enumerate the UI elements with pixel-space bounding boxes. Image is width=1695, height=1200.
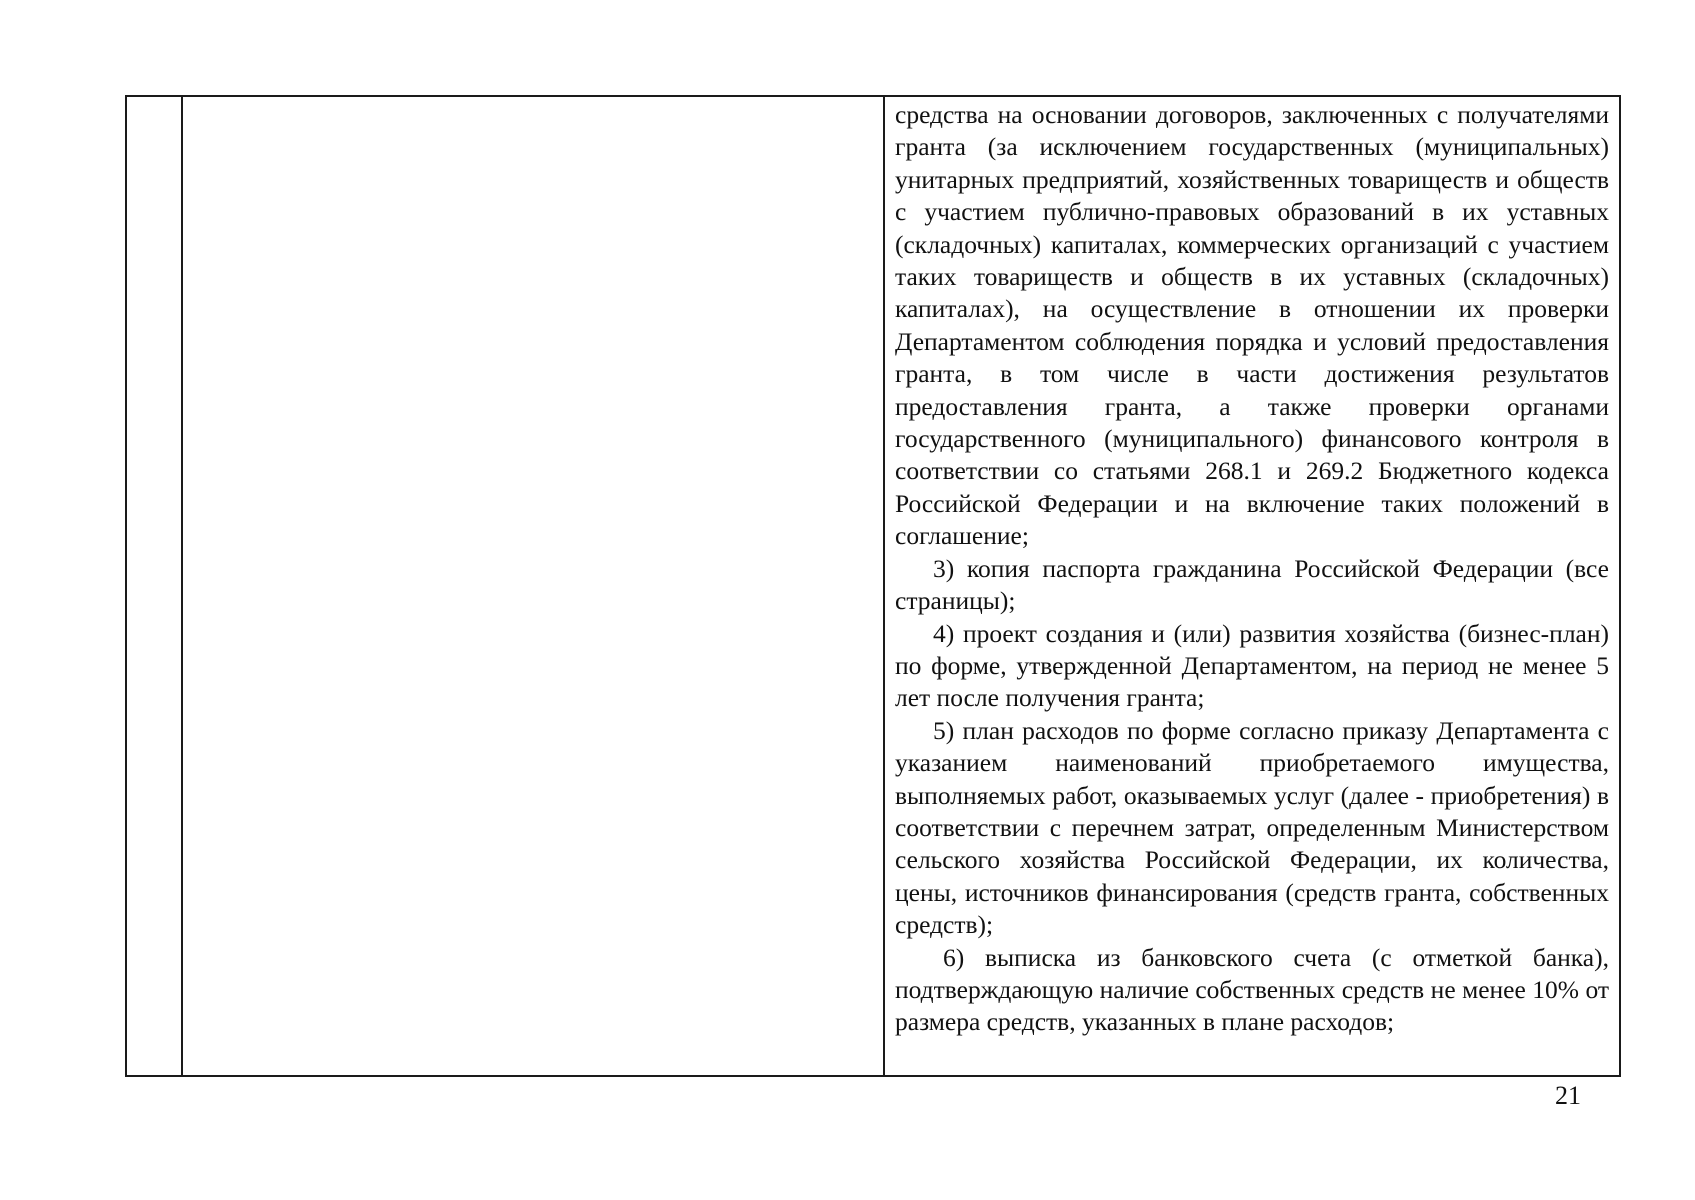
paragraph-item-5: 5) план расходов по форме согласно приказу Департамента с указанием наименований приобретаемого имущества, выполняемых работ, оказываемых услуг (далее - приобретения) в соответствии с перечнем затрат, определенным Министерством сельского хозяйства Российской Федерации, их количества, цены, источников финансирования (средств гранта, собственных средств); bbox=[895, 715, 1609, 940]
table-column-content bbox=[885, 97, 1619, 1075]
table-column-title bbox=[183, 97, 885, 1075]
paragraph-item-4: 4) проект создания и (или) развития хозяйства (бизнес-план) по форме, утвержденной Департаментом, на период не менее 5 лет после получения гранта; bbox=[895, 618, 1609, 713]
document-table bbox=[125, 95, 1621, 1077]
paragraph-continuation: средства на основании договоров, заключенных с получателями гранта (за исключением государственных (муниципальных) унитарных предприятий, хозяйственных товариществ и обществ с участием публично-правовых образований в их уставных (складочных) капиталах, коммерческих организаций с участием таких товариществ и обществ в их уставных (складочных) капиталах), на осуществление в отношении их проверки Департаментом соблюдения порядка и условий предоставления гранта, в том числе в части достижения результатов предоставления гранта, а также проверки органами государственного (муниципального) финансового контроля в соответствии со статьями 268.1 и 269.2 Бюджетного кодекса Российской Федерации и на включение таких положений в соглашение; bbox=[895, 100, 1609, 551]
table-column-number bbox=[127, 97, 183, 1075]
paragraph-item-6: 6) выписка из банковского счета (с отметкой банка), подтверждающую наличие собственных средств не менее 10% от размера средств, указанных в плане расходов; bbox=[895, 942, 1609, 1037]
page-number: 21 bbox=[1555, 1081, 1581, 1110]
paragraph-item-3: 3) копия паспорта гражданина Российской Федерации (все страницы); bbox=[895, 553, 1609, 616]
